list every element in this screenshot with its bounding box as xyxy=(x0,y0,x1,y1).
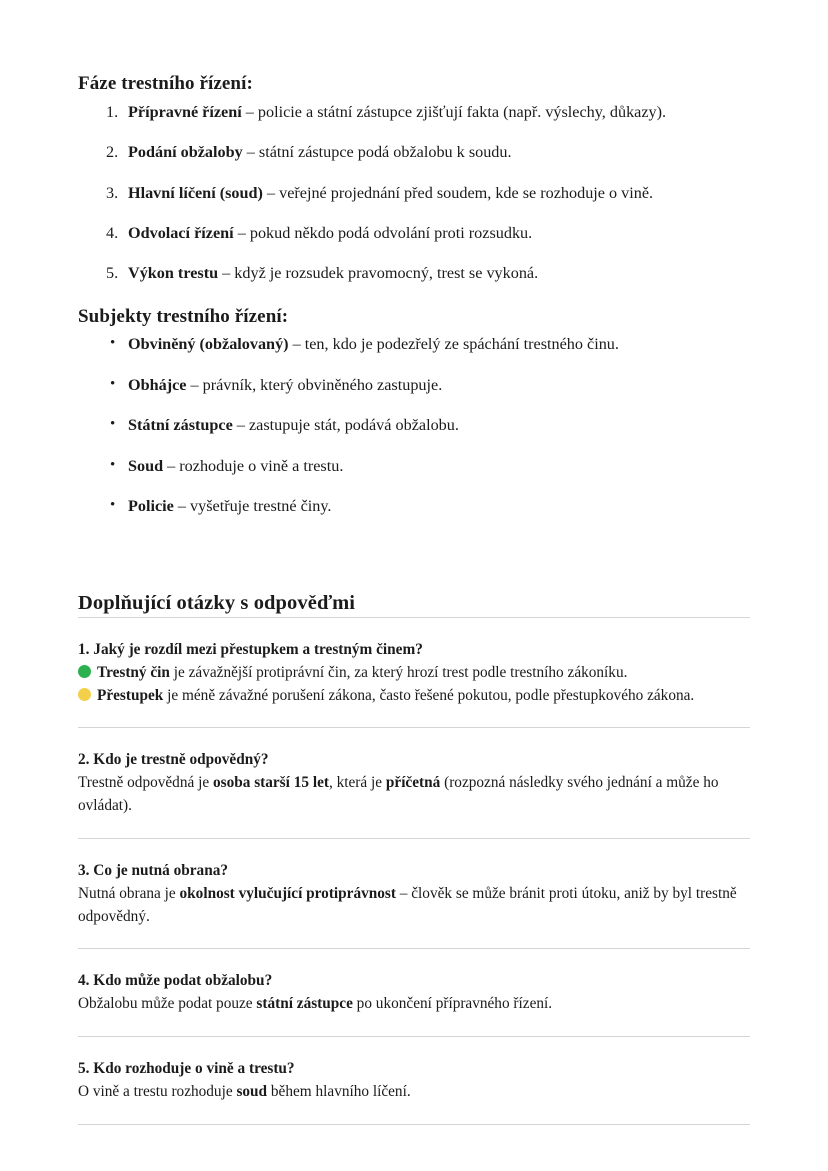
qa-separator xyxy=(78,1124,750,1125)
bullet-icon: • xyxy=(110,416,116,433)
list-item xyxy=(78,456,750,477)
list-item xyxy=(78,223,750,244)
qa-item xyxy=(78,1037,750,1124)
section-spacer xyxy=(78,517,750,591)
qa-answer-term: okolnost vylučující protiprávnost xyxy=(179,884,396,902)
qa-item xyxy=(78,618,750,727)
list-marker: 3. xyxy=(106,183,119,202)
list-item xyxy=(78,142,750,163)
qa-answer-text: – člověk se může bránit proti útoku, aniž by byl trestně odpovědný. xyxy=(78,884,737,925)
qa-question: 3. Co je nutná obrana? xyxy=(78,861,229,879)
qa-answer xyxy=(78,1081,750,1104)
list-item-term: Obviněný (obžalovaný) xyxy=(128,335,289,354)
qa-question: 4. Kdo může podat obžalobu? xyxy=(78,972,273,990)
qa-answer-text: po ukončení přípravného řízení. xyxy=(352,995,553,1013)
qa-answer-term: Trestný čin xyxy=(97,664,170,682)
qa-item xyxy=(78,839,750,948)
list-item-description: – zastupuje stát, podává obžalobu. xyxy=(232,416,459,435)
list-item-description: – veřejné projednání před soudem, kde se rozhoduje o vině. xyxy=(262,183,654,202)
list-item-description: – vyšetřuje trestné činy. xyxy=(173,496,332,515)
list-marker: 5. xyxy=(106,264,119,283)
qa-answer-term: osoba starší 15 let xyxy=(212,774,329,792)
page-title: Fáze trestního řízení: xyxy=(78,73,253,94)
list-marker: 1. xyxy=(106,102,119,121)
subjects-list xyxy=(78,334,750,517)
list-item-term: Obhájce xyxy=(128,375,187,394)
list-item-term: Hlavní líčení (soud) xyxy=(128,183,263,202)
list-item-term: Výkon trestu xyxy=(128,264,219,283)
list-item-term: Soud xyxy=(128,456,164,475)
qa-answer-text: Obžalobu může podat pouze xyxy=(78,995,257,1013)
list-item xyxy=(78,375,750,396)
qa-answer-term: soud xyxy=(236,1083,268,1101)
list-item xyxy=(78,415,750,436)
list-item-description: – když je rozsudek pravomocný, trest se vykoná. xyxy=(218,264,539,283)
qa-answer-text: je závažnější protiprávní čin, za který hrozí trest podle trestního zákoníku. xyxy=(169,664,628,682)
green-circle-icon xyxy=(78,665,91,678)
list-marker: 4. xyxy=(106,223,119,242)
list-item-term: Přípravné řízení xyxy=(128,102,242,121)
bullet-icon: • xyxy=(110,496,116,513)
qa-item xyxy=(78,728,750,837)
qa-list xyxy=(78,617,750,1125)
qa-answer-term: státní zástupce xyxy=(256,995,353,1013)
qa-answer-text: , která je xyxy=(328,774,386,792)
qa-answer xyxy=(78,772,750,817)
bullet-icon: • xyxy=(110,456,116,473)
list-marker: 2. xyxy=(106,143,119,162)
list-item xyxy=(78,102,750,123)
qa-answer-text: Nutná obrana je xyxy=(78,884,180,902)
qa-answer-text: je méně závažné porušení zákona, často řešené pokutou, podle přestupkového zákona. xyxy=(163,686,695,704)
list-item xyxy=(78,263,750,284)
qa-answer-text: Trestně odpovědná je xyxy=(78,774,213,792)
qa-answer-term: příčetná xyxy=(385,774,441,792)
qa-answer-line xyxy=(78,685,750,708)
list-item xyxy=(78,334,750,355)
list-item-term: Podání obžaloby xyxy=(128,143,243,162)
yellow-circle-icon xyxy=(78,688,91,701)
list-item-term: Státní zástupce xyxy=(128,416,233,435)
subjects-heading: Subjekty trestního řízení: xyxy=(78,305,289,327)
qa-question: 2. Kdo je trestně odpovědný? xyxy=(78,751,269,769)
list-item-term: Odvolací řízení xyxy=(128,223,234,242)
qa-answer xyxy=(78,883,750,928)
list-item xyxy=(78,496,750,517)
phases-list xyxy=(78,102,750,285)
list-item-description: – státní zástupce podá obžalobu k soudu. xyxy=(242,143,512,162)
list-item xyxy=(78,183,750,204)
list-item-description: – právník, který obviněného zastupuje. xyxy=(186,375,443,394)
qa-section-heading: Doplňující otázky s odpověďmi xyxy=(78,592,356,615)
qa-answer-text: během hlavního líčení. xyxy=(267,1083,411,1101)
list-item-description: – rozhoduje o vině a trestu. xyxy=(163,456,344,475)
bullet-icon: • xyxy=(110,375,116,392)
qa-answer-text: O vině a trestu rozhoduje xyxy=(78,1083,237,1101)
qa-question: 5. Kdo rozhoduje o vině a trestu? xyxy=(78,1059,295,1077)
qa-answer-text: (rozpozná následky svého jednání a může ho ovládat). xyxy=(78,774,719,815)
list-item-term: Policie xyxy=(128,496,174,515)
list-item-description: – policie a státní zástupce zjišťují fakta (např. výslechy, důkazy). xyxy=(241,102,667,121)
bullet-icon: • xyxy=(110,335,116,352)
qa-answer xyxy=(78,993,750,1016)
list-item-description: – pokud někdo podá odvolání proti rozsudku. xyxy=(233,223,533,242)
qa-item xyxy=(78,949,750,1036)
qa-question: 1. Jaký je rozdíl mezi přestupkem a trestným činem? xyxy=(78,640,423,658)
qa-answer-term: Přestupek xyxy=(97,686,164,704)
qa-answer-line xyxy=(78,662,750,685)
list-item-description: – ten, kdo je podezřelý ze spáchání trestného činu. xyxy=(288,335,619,354)
